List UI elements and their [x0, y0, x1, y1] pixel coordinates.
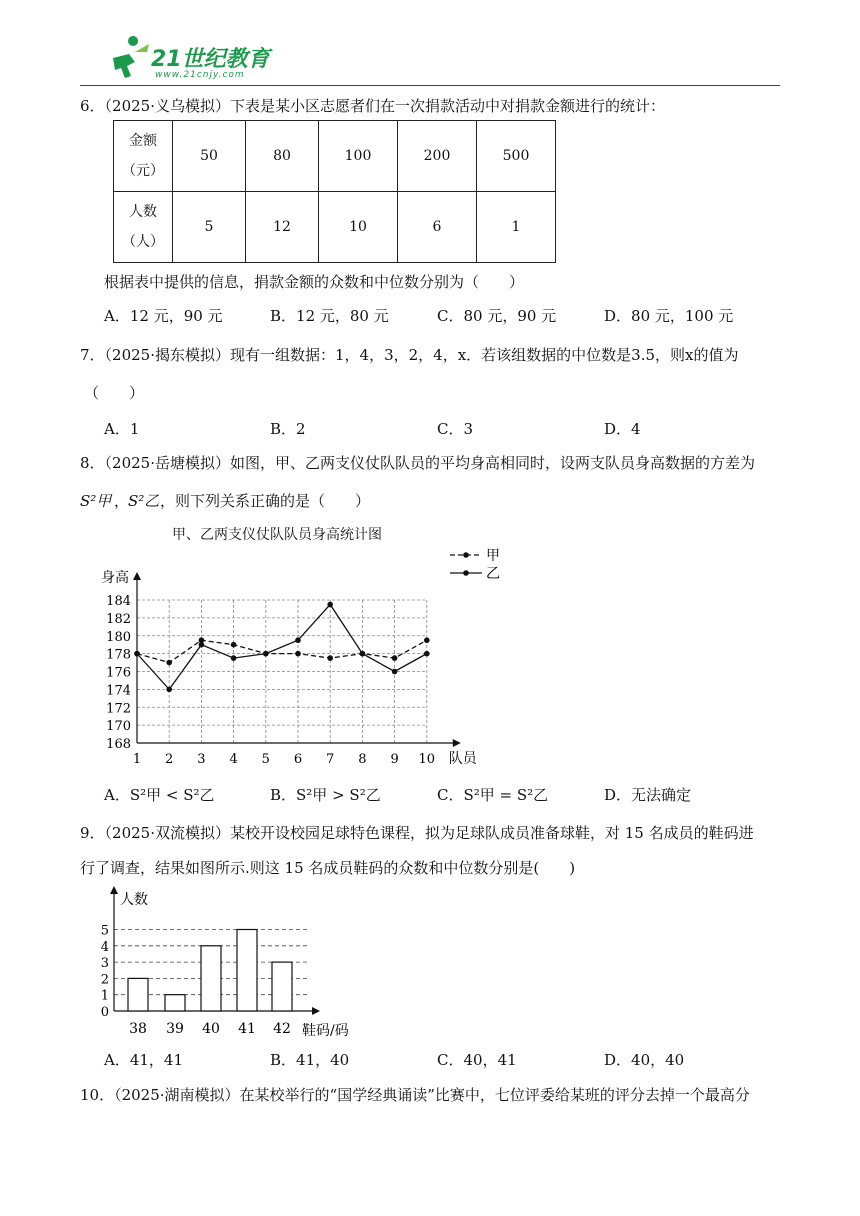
x-tick-label: 7: [326, 752, 335, 767]
x-tick-label: 4: [229, 752, 238, 767]
q7-option-b[interactable]: B．2: [270, 420, 306, 438]
x-tick-label: 40: [202, 1021, 220, 1037]
x-tick-label: 41: [238, 1021, 256, 1037]
data-point: [360, 651, 366, 657]
series-line-yi: [137, 604, 427, 689]
table-cell: 500: [477, 121, 556, 192]
x-tick-label: 8: [358, 752, 367, 767]
data-point: [263, 651, 269, 657]
data-point: [134, 651, 140, 657]
q9-option-c[interactable]: C．40，41: [437, 1051, 517, 1069]
header-rule: [80, 85, 780, 86]
q7-option-a[interactable]: A．1: [104, 420, 140, 438]
bar: [237, 930, 257, 1012]
data-point: [392, 655, 398, 661]
q10-stem: 10．（2025·湖南模拟）在某校举行的“国学经典诵读”比赛中，七位评委给某班的评分去掉一个最高分: [80, 1086, 750, 1104]
header-line: （人）: [122, 234, 164, 250]
row1-header: [114, 121, 173, 192]
table-cell: 50: [173, 121, 246, 192]
data-point: [231, 642, 237, 648]
y-axis-label: 人数: [120, 892, 148, 908]
y-tick-label: 5: [100, 923, 109, 939]
legend-label: 乙: [486, 566, 500, 582]
q6-option-b[interactable]: B．12 元，80 元: [270, 307, 389, 325]
table-cell: 10: [319, 192, 398, 263]
legend-label: 甲: [486, 548, 500, 564]
x-axis-label: 队员: [448, 751, 477, 767]
series-line-jia: [137, 640, 427, 662]
data-point: [327, 655, 333, 661]
row2-header: [114, 192, 173, 263]
q6-table: [113, 120, 556, 263]
y-tick-label: 176: [106, 665, 131, 681]
x-tick-label: 39: [166, 1021, 184, 1037]
header-line: 金额: [129, 133, 157, 149]
y-tick-label: 174: [106, 683, 131, 699]
y-axis-label: 身高: [101, 570, 129, 586]
q9-option-b[interactable]: B．41，40: [270, 1051, 350, 1069]
table-row: [114, 121, 556, 192]
q8-option-a[interactable]: A．S²甲 < S²乙: [104, 786, 215, 804]
x-axis-label: 鞋码/码: [302, 1023, 349, 1039]
data-point: [327, 602, 333, 608]
q8-stem2: ，则下列关系正确的是（ ）: [160, 492, 371, 510]
q9-stem2: 行了调查，结果如图所示.则这 15 名成员鞋码的众数和中位数分别是( ): [80, 859, 576, 877]
x-axis-arrow-icon: [453, 739, 461, 747]
q8-option-c[interactable]: C．S²甲 = S²乙: [437, 786, 549, 804]
data-point: [424, 637, 430, 643]
x-axis-arrow-icon: [312, 1007, 320, 1015]
x-tick-label: 38: [129, 1021, 147, 1037]
q9-option-d[interactable]: D．40，40: [604, 1051, 685, 1069]
table-cell: 6: [398, 192, 477, 263]
y-tick-label: 182: [106, 611, 131, 627]
data-point: [166, 687, 172, 693]
x-tick-label: 42: [273, 1021, 291, 1037]
q8-option-b[interactable]: B．S²甲 > S²乙: [270, 786, 381, 804]
data-point: [295, 651, 301, 657]
q7-paren: （ ）: [84, 384, 145, 402]
bar: [272, 962, 292, 1011]
y-tick-label: 172: [106, 701, 131, 717]
x-tick-label: 6: [293, 752, 303, 767]
header-logo: [105, 40, 285, 84]
q6-question: 根据表中提供的信息，捐款金额的众数和中位数分别为（ ）: [104, 273, 525, 291]
q9-option-a[interactable]: A．41，41: [104, 1051, 184, 1069]
q8-option-d[interactable]: D．无法确定: [604, 786, 692, 804]
table-cell: 100: [319, 121, 398, 192]
q7-option-d[interactable]: D．4: [604, 420, 641, 438]
y-tick-label: 3: [100, 956, 109, 972]
data-point: [231, 655, 237, 661]
q8-separator: ，: [114, 492, 130, 510]
runner-logo-icon: [105, 40, 151, 82]
table-cell: 1: [477, 192, 556, 263]
q6-option-d[interactable]: D．80 元，100 元: [604, 307, 734, 325]
table-cell: 80: [246, 121, 319, 192]
x-tick-label: 2: [165, 752, 174, 767]
y-axis-arrow-icon: [133, 572, 141, 580]
logo-main-text: 21世纪教育: [151, 47, 270, 72]
y-tick-label: 4: [100, 939, 109, 955]
table-cell: 200: [398, 121, 477, 192]
data-point: [166, 660, 172, 666]
q8-s-jia: S²甲: [80, 492, 112, 510]
y-tick-label: 1: [100, 988, 109, 1004]
data-point: [424, 651, 430, 657]
data-point: [295, 637, 301, 643]
x-tick-label: 3: [197, 752, 206, 767]
q7-stem: 7．（2025·揭东模拟）现有一组数据：1，4，3，2，4，x．若该组数据的中位数是3.5，则x的值为: [80, 346, 739, 364]
bar: [128, 978, 148, 1011]
table-cell: 5: [173, 192, 246, 263]
q7-option-c[interactable]: C．3: [437, 420, 474, 438]
q6-option-a[interactable]: A．12 元，90 元: [104, 307, 223, 325]
y-tick-label: 2: [100, 972, 109, 988]
line-chart-title: 甲、乙两支仪仗队队员身高统计图: [172, 527, 382, 543]
bar: [201, 946, 221, 1011]
legend-marker: [463, 552, 469, 558]
header-line: 人数: [129, 204, 157, 220]
y-tick-label: 184: [106, 594, 131, 609]
y-tick-label: 168: [106, 737, 131, 752]
y-tick-label: 178: [106, 647, 131, 663]
bar: [165, 995, 185, 1011]
y-tick-label: 180: [106, 629, 131, 645]
header-line: （元）: [122, 163, 164, 179]
x-tick-label: 1: [132, 752, 142, 767]
q9-stem: 9．（2025·双流模拟）某校开设校园足球特色课程，拟为足球队成员准备球鞋，对 15 名成员的鞋码进: [80, 824, 754, 842]
x-tick-label: 5: [261, 752, 270, 767]
legend-marker: [463, 570, 469, 576]
bar-chart: [92, 880, 372, 1040]
line-chart: [95, 545, 500, 785]
data-point: [199, 642, 205, 648]
y-tick-label: 0: [100, 1005, 109, 1020]
y-tick-label: 170: [106, 719, 131, 735]
q6-option-c[interactable]: C．80 元，90 元: [437, 307, 557, 325]
table-row: [114, 192, 556, 263]
table-cell: 12: [246, 192, 319, 263]
q6-stem: 6．（2025·义乌模拟）下表是某小区志愿者们在一次捐款活动中对捐款金额进行的统计：: [80, 97, 665, 115]
data-point: [392, 669, 398, 675]
q8-s-yi: S²乙: [128, 492, 160, 510]
y-axis-arrow-icon: [110, 886, 118, 894]
logo-sub-text: www.21cnjy.com: [155, 70, 245, 80]
q8-stem: 8．（2025·岳塘模拟）如图，甲、乙两支仪仗队队员的平均身高相同时，设两支队员身高数据的方差为: [80, 454, 755, 472]
x-tick-label: 9: [390, 752, 399, 767]
x-tick-label: 10: [418, 752, 436, 767]
